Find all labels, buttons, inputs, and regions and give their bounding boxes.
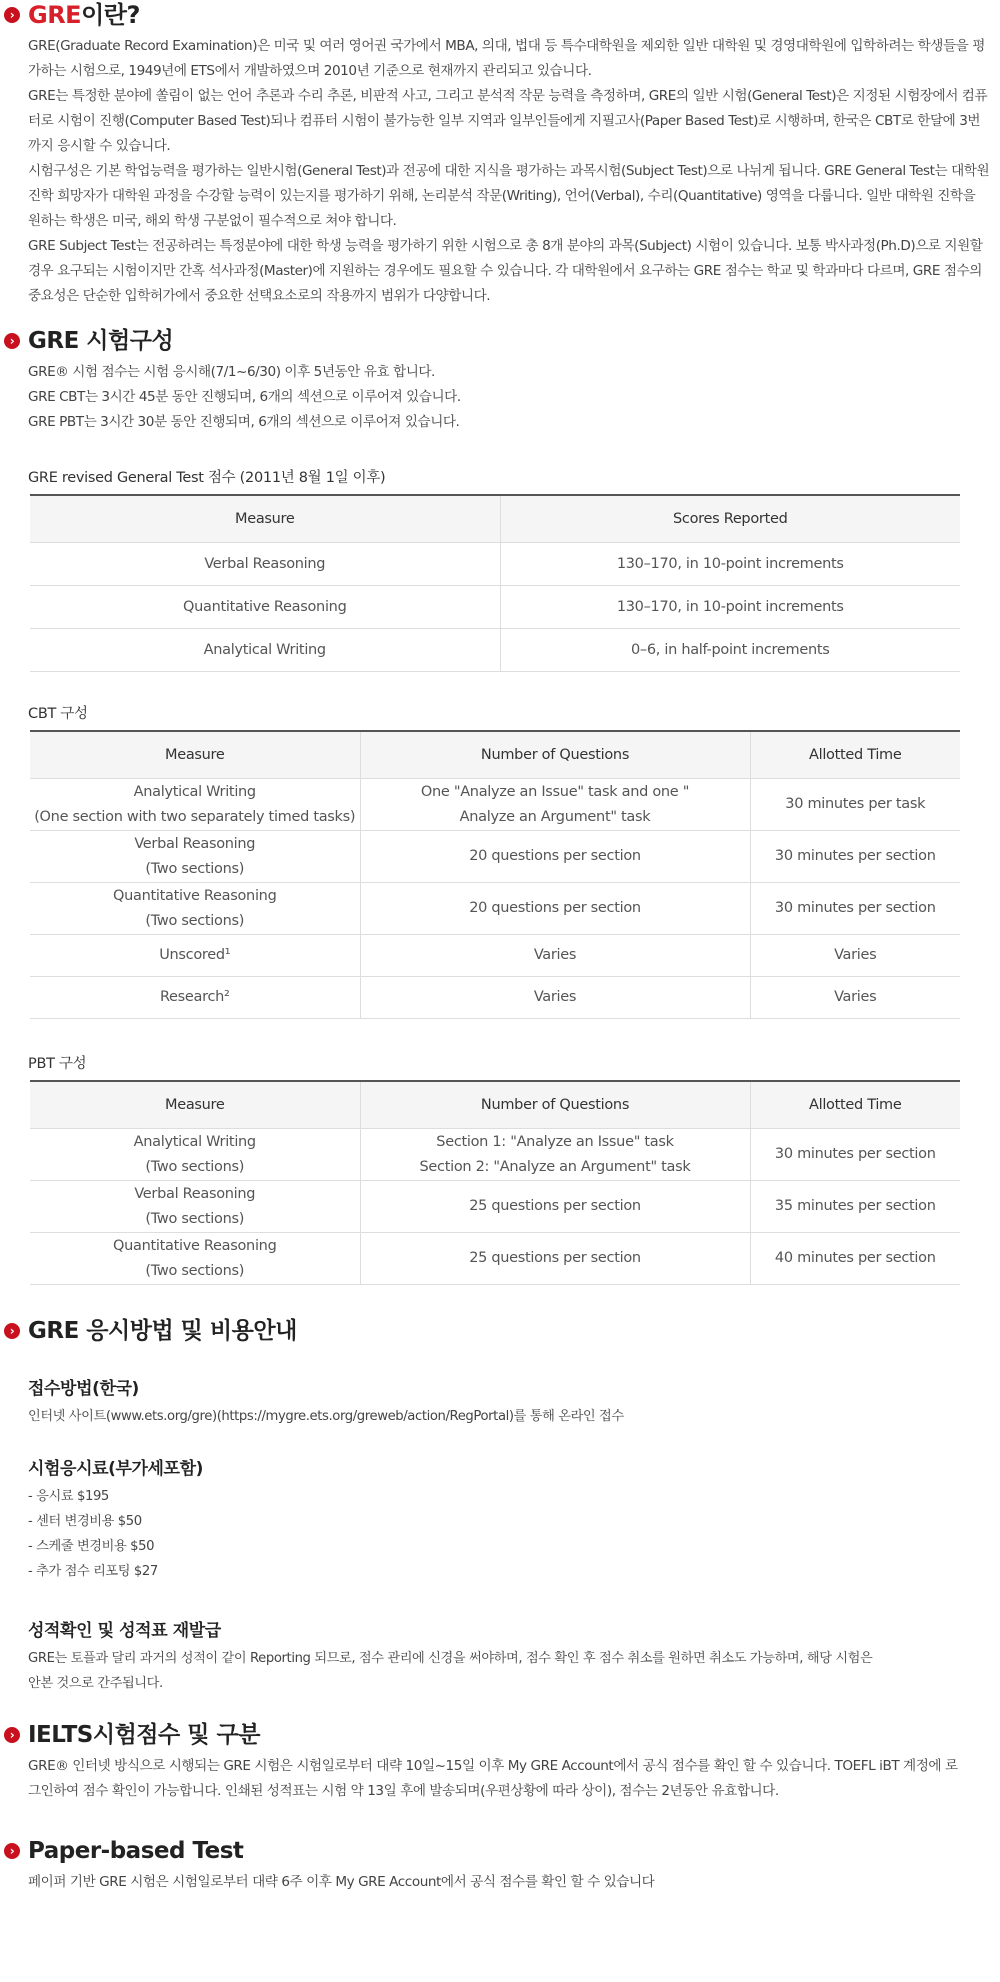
table-row (30, 935, 960, 977)
column-header: Allotted Time (750, 731, 960, 779)
reissue-line: GRE는 토플과 달리 과거의 성적이 같이 Reporting 되므로, 점수 관리에 신경을 써야하며, 점수 확인 후 점수 취소를 원하면 취소도 가능하며, 해당 시험은 (28, 1651, 873, 1666)
composition-body (0, 360, 1000, 435)
intro-body (0, 34, 1000, 309)
composition-section (0, 326, 1000, 435)
ielts-title: › IELTS시험점수 및 구분 (0, 1720, 1000, 1750)
cbt-table-caption: CBT 구성 (28, 706, 88, 722)
table-cell: Research² (30, 977, 360, 1019)
table-cell: 25 questions per section (360, 1181, 750, 1233)
table-cell (30, 883, 360, 935)
cell-line: (Two sections) (145, 912, 245, 929)
composition-title: › GRE 시험구성 (0, 326, 1000, 356)
intro-paragraph: GRE(Graduate Record Examination)은 미국 및 여러 영어권 국가에서 MBA, 의대, 법대 등 특수대학원을 제외한 일반 대학원 및 경영대학원에 입학하려는 학생들을 평가하는 시험으로, 1949년에 ETS에서 개발하였으며 2010년 기준으로 현재까지 관리되고 있습니다. (28, 38, 985, 79)
registration-heading: 접수방법(한국) (28, 1379, 139, 1399)
cell-line: (One section with two separately timed tasks) (34, 808, 356, 825)
intro-paragraph: GRE는 특정한 분야에 쏠림이 없는 언어 추론과 수리 추론, 비판적 사고, 그리고 분석적 작문 능력을 측정하며, GRE의 일반 시험(General Test)은 지정된 시험장에서 컴퓨터로 시험이 진행(Computer Based Test)되나 컴퓨터 시험이 불가능한 일부 지역과 일부인들에게 지필고사(Paper Based Test)로 시행하며, 한국은 CBT로 한달에 3번까지 응시할 수 있습니다. (28, 88, 988, 154)
cell-line: Section 1: "Analyze an Issue" task (436, 1133, 674, 1150)
cell-line: (Two sections) (145, 1210, 245, 1227)
table-cell: 0–6, in half-point increments (500, 629, 960, 672)
cost-list (28, 1484, 158, 1584)
cell-line: Quantitative Reasoning (113, 1237, 277, 1254)
composition-line: GRE CBT는 3시간 45분 동안 진행되며, 6개의 섹션으로 이루어져 있습니다. (28, 389, 461, 405)
cell-line: (Two sections) (145, 860, 245, 877)
paper-body (0, 1870, 1000, 1895)
table-cell: 40 minutes per section (750, 1233, 960, 1285)
scores-table-caption: GRE revised General Test 점수 (2011년 8월 1일 이후) (28, 470, 386, 486)
reissue-line: 안본 것으로 간주됩니다. (28, 1676, 163, 1691)
table-cell: 20 questions per section (360, 883, 750, 935)
column-header: Measure (30, 495, 500, 543)
fees-section (0, 1316, 1000, 1346)
table-cell: 30 minutes per section (750, 831, 960, 883)
chevron-right-circle-icon: › (4, 1323, 20, 1339)
intro-title: › GRE이란? (0, 0, 1000, 30)
table-cell (360, 1129, 750, 1181)
list-item: - 스케줄 변경비용 $50 (28, 1539, 155, 1554)
table-cell: Unscored¹ (30, 935, 360, 977)
intro-section (0, 0, 1000, 309)
cell-line: Analytical Writing (133, 783, 256, 800)
fees-title: › GRE 응시방법 및 비용안내 (0, 1316, 1000, 1346)
cell-line: (Two sections) (145, 1158, 245, 1175)
list-item: - 추가 점수 리포팅 $27 (28, 1564, 158, 1579)
table-row (30, 629, 960, 672)
table-row (30, 977, 960, 1019)
table-cell: 20 questions per section (360, 831, 750, 883)
table-cell: 30 minutes per section (750, 883, 960, 935)
registration-text: 인터넷 사이트(www.ets.org/gre)(https://mygre.ets.org/greweb/action/RegPortal)를 통해 온라인 접수 (28, 1409, 624, 1424)
column-header: Measure (30, 1081, 360, 1129)
cell-line: One "Analyze an Issue" task and one " (420, 783, 690, 800)
reissue-text (28, 1646, 968, 1696)
column-header: Number of Questions (360, 1081, 750, 1129)
cell-line: Verbal Reasoning (134, 835, 256, 852)
column-header: Number of Questions (360, 731, 750, 779)
list-item: - 응시료 $195 (28, 1489, 109, 1504)
column-header: Measure (30, 731, 360, 779)
table-cell: Analytical Writing (30, 629, 500, 672)
ielts-section (0, 1720, 1000, 1804)
table-row (30, 883, 960, 935)
table-row (30, 543, 960, 586)
table-cell: 35 minutes per section (750, 1181, 960, 1233)
table-row (30, 831, 960, 883)
cell-line: Analyze an Argument" task (459, 808, 651, 825)
table-row (30, 1181, 960, 1233)
reissue-heading: 성적확인 및 성적표 재발급 (28, 1621, 221, 1641)
table-cell: Varies (750, 977, 960, 1019)
table-cell: 25 questions per section (360, 1233, 750, 1285)
scores-table (30, 494, 960, 672)
table-header-row (30, 731, 960, 779)
intro-paragraph: GRE Subject Test는 전공하려는 특정분야에 대한 학생 능력을 평가하기 위한 시험으로 총 8개 분야의 과목(Subject) 시험이 있습니다. 보통 박사과정(Ph.D)으로 지원할 경우 요구되는 시험이지만 간혹 석사과정(Master)에 지원하는 경우에도 필요할 수 있습니다. 각 대학원에서 요구하는 GRE 점수는 학교 및 학과마다 다르며, GRE 점수의 중요성은 단순한 입학허가에서 중요한 선택요소로의 작용까지 범위가 다양합니다. (28, 238, 983, 304)
column-header: Allotted Time (750, 1081, 960, 1129)
cell-line: Analytical Writing (133, 1133, 256, 1150)
ielts-text: GRE® 인터넷 방식으로 시행되는 GRE 시험은 시험일로부터 대략 10일~15일 이후 My GRE Account에서 공식 점수를 확인 할 수 있습니다. TOEFL iBT 계정에 로그인하여 점수 확인이 가능합니다. 인쇄된 성적표는 시험 약 13일 후에 발송되며(우편상황에 따라 상이), 점수는 2년동안 유효합니다. (28, 1758, 958, 1799)
table-cell: 130–170, in 10-point increments (500, 586, 960, 629)
table-row (30, 1129, 960, 1181)
paper-text: 페이퍼 기반 GRE 시험은 시험일로부터 대략 6주 이후 My GRE Account에서 공식 점수를 확인 할 수 있습니다 (28, 1874, 655, 1890)
table-cell (30, 1233, 360, 1285)
pbt-table (30, 1080, 960, 1285)
cost-heading: 시험응시료(부가세포함) (28, 1459, 203, 1479)
table-cell: Quantitative Reasoning (30, 586, 500, 629)
table-cell (30, 779, 360, 831)
column-header: Scores Reported (500, 495, 960, 543)
table-header-row (30, 495, 960, 543)
table-cell: 130–170, in 10-point increments (500, 543, 960, 586)
list-item: - 센터 변경비용 $50 (28, 1514, 142, 1529)
table-cell: Verbal Reasoning (30, 543, 500, 586)
ielts-body (0, 1754, 1000, 1804)
cbt-table (30, 730, 960, 1019)
composition-line: GRE PBT는 3시간 30분 동안 진행되며, 6개의 섹션으로 이루어져 있습니다. (28, 414, 460, 430)
cell-line: (Two sections) (145, 1262, 245, 1279)
chevron-right-circle-icon: › (4, 7, 20, 23)
cell-line: Verbal Reasoning (134, 1185, 256, 1202)
table-cell: Varies (360, 977, 750, 1019)
cell-line: Quantitative Reasoning (113, 887, 277, 904)
table-cell (30, 1181, 360, 1233)
chevron-right-circle-icon: › (4, 1727, 20, 1743)
pbt-table-caption: PBT 구성 (28, 1056, 87, 1072)
table-cell: 30 minutes per section (750, 1129, 960, 1181)
table-row (30, 586, 960, 629)
table-row (30, 1233, 960, 1285)
cell-line: Section 2: "Analyze an Argument" task (419, 1158, 691, 1175)
table-cell (30, 831, 360, 883)
intro-paragraph: 시험구성은 기본 학업능력을 평가하는 일반시험(General Test)과 전공에 대한 지식을 평가하는 과목시험(Subject Test)으로 나뉘게 됩니다. GRE General Test는 대학원 진학 희망자가 대학원 과정을 수강할 능력이 있는지를 평가하기 위해, 논리분석 작문(Writing), 언어(Verbal), 수리(Quantitative) 영역을 다룹니다. 일반 대학원 진학을 원하는 학생은 미국, 해외 학생 구분없이 필수적으로 쳐야 합니다. (28, 163, 990, 229)
table-cell: Varies (750, 935, 960, 977)
paper-title: › Paper-based Test (0, 1836, 1000, 1866)
table-header-row (30, 1081, 960, 1129)
table-row (30, 779, 960, 831)
table-cell: 30 minutes per task (750, 779, 960, 831)
table-cell (360, 779, 750, 831)
chevron-right-circle-icon: › (4, 333, 20, 349)
composition-line: GRE® 시험 점수는 시험 응시해(7/1~6/30) 이후 5년동안 유효 합니다. (28, 364, 435, 380)
table-cell (30, 1129, 360, 1181)
paper-section (0, 1836, 1000, 1895)
chevron-right-circle-icon: › (4, 1843, 20, 1859)
table-cell: Varies (360, 935, 750, 977)
